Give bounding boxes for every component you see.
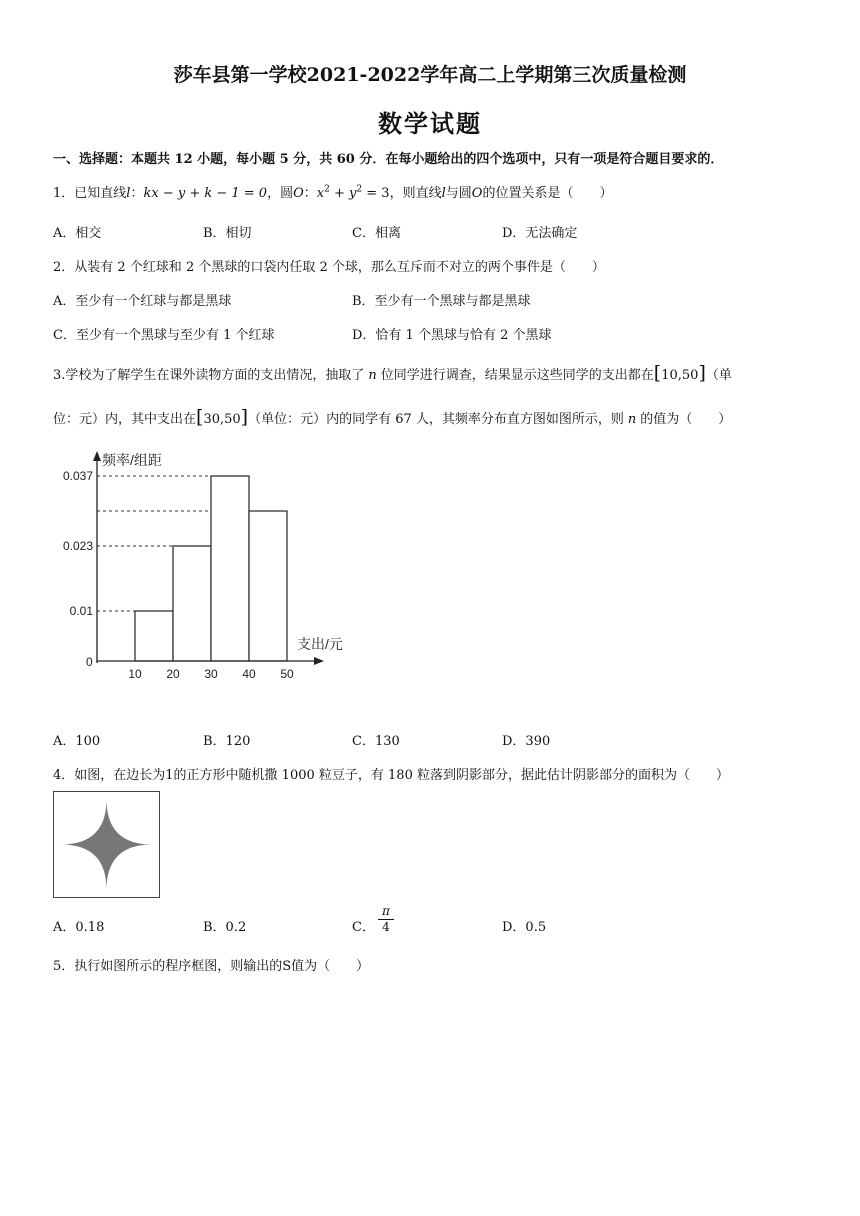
question-2-stem: 2．从装有 2 个红球和 2 个黑球的口袋内任取 2 个球，那么互斥而不对立的两个事件是（ ）: [53, 260, 605, 275]
q3-text: 位同学进行调查，结果显示这些同学的支出都在: [380, 368, 654, 383]
question-5-stem: 5．执行如图所示的程序框图，则输出的S值为（ ）: [53, 959, 370, 974]
x-tick-label: 30: [204, 667, 218, 681]
frequency-histogram: [40, 445, 380, 695]
q3-option-a: A．100: [53, 734, 101, 749]
q4-option-c: [352, 916, 375, 935]
q3-text: 的值为（ ）: [640, 412, 732, 427]
q1-text: 与圆: [445, 186, 472, 201]
origin-label: 0: [86, 655, 93, 669]
q1-eq-line-kx: kx: [143, 186, 159, 201]
q1-option-b: B．相切: [203, 226, 252, 241]
q1-colon: ：: [303, 186, 317, 201]
histogram-bar-40-50: [249, 511, 287, 661]
q1-eq-plus: +: [329, 186, 350, 201]
q1-eq-exp: 2: [356, 184, 363, 195]
q3-interval-bracket: ]: [698, 362, 706, 384]
y-tick-label: 0.023: [62, 539, 93, 553]
q1-text: 的位置关系是（ ）: [482, 186, 613, 201]
q4-option-c-label: C．: [352, 920, 375, 935]
q1-colon: ：: [130, 186, 144, 201]
q4-option-b: B．0.2: [203, 920, 247, 935]
q3-interval-bracket: ]: [240, 406, 249, 428]
q1-var-O: O: [471, 186, 483, 201]
q3-interval: 30,50: [203, 412, 241, 427]
q2-option-a: A．至少有一个红球与都是黑球: [53, 294, 232, 309]
q1-eq-end: = 3: [362, 186, 390, 201]
q3-interval: 10,50: [661, 368, 699, 383]
q4-option-a: A．0.18: [53, 920, 105, 935]
square-with-shaded-astroid: [53, 791, 161, 899]
q1-eq-line-rest: − y + k − 1 = 0: [158, 186, 268, 201]
q1-option-d: D．无法确定: [502, 226, 578, 241]
question-3-line-2: [53, 406, 731, 428]
q1-var-l: l: [441, 186, 446, 201]
histogram-bar-10-20: [135, 611, 173, 661]
school-title: 莎车县第一学校2021-2022学年高二上学期第三次质量检测: [173, 64, 687, 86]
q1-var-l: l: [126, 186, 131, 201]
x-axis-label: 支出/元: [297, 636, 343, 652]
q3-interval-bracket: [: [196, 406, 204, 428]
q1-eq-x: x: [316, 186, 325, 201]
x-tick-label: 50: [280, 667, 294, 681]
q1-var-O: O: [293, 186, 304, 201]
q1-option-c: C．相离: [352, 226, 401, 241]
fraction-numerator: π: [378, 904, 394, 920]
q1-text: 1．已知直线: [53, 186, 127, 201]
q4-option-c-fraction: [378, 904, 394, 935]
q2-option-c: C．至少有一个黑球与至少有 1 个红球: [53, 328, 275, 343]
question-3-line-1: [53, 362, 732, 384]
section-heading: 一、选择题：本题共 12 小题，每小题 5 分，共 60 分．在每小题给出的四个选项中，只有一项是符合题目要求的．: [53, 152, 724, 167]
q1-text: ，则直线: [389, 186, 442, 201]
histogram-bar-30-40: [211, 476, 249, 661]
q3-text: 3.学校为了解学生在课外读物方面的支出情况，抽取了: [53, 368, 365, 383]
question-4-stem: 4．如图，在边长为1的正方形中随机撒 1000 粒豆子，有 180 粒落到阴影部分，据此估计阴影部分的面积为（ ）: [53, 768, 729, 783]
y-axis-label: 频率/组距: [102, 452, 162, 468]
q3-option-b: B．120: [203, 734, 251, 749]
histogram-bar-20-30: [173, 546, 211, 661]
x-tick-label: 40: [242, 667, 256, 681]
y-tick-label: 0.01: [69, 604, 93, 618]
q1-text: ，圆: [267, 186, 294, 201]
q2-option-d: D．恰有 1 个黑球与恰有 2 个黑球: [352, 328, 552, 343]
subject-title: 数学试题: [378, 109, 482, 138]
y-axis-arrow: [93, 451, 101, 461]
q3-option-c: C．130: [352, 734, 400, 749]
y-tick-label: 0.037: [62, 469, 93, 483]
q3-text: （单位：元）内的同学有 67 人，其频率分布直方图如图所示，则: [248, 412, 624, 427]
q3-interval-bracket: [: [653, 362, 662, 384]
q3-option-d: D．390: [502, 734, 551, 749]
q4-option-d: D．0.5: [502, 920, 547, 935]
x-axis-arrow: [314, 657, 324, 665]
x-tick-label: 10: [128, 667, 142, 681]
x-tick-label: 20: [166, 667, 180, 681]
q1-eq-exp: 2: [324, 184, 330, 195]
q1-option-a: A．相交: [53, 226, 102, 241]
q2-option-b: B．至少有一个黑球与都是黑球: [352, 294, 531, 309]
question-1-stem: [53, 182, 612, 201]
q3-var-n: n: [627, 412, 637, 427]
q1-eq-y: y: [349, 186, 357, 201]
fraction-denominator: 4: [382, 920, 390, 934]
q3-var-n: n: [368, 368, 377, 383]
q3-text: （单: [705, 368, 732, 383]
q3-text: 位：元）内，其中支出在: [53, 412, 197, 427]
